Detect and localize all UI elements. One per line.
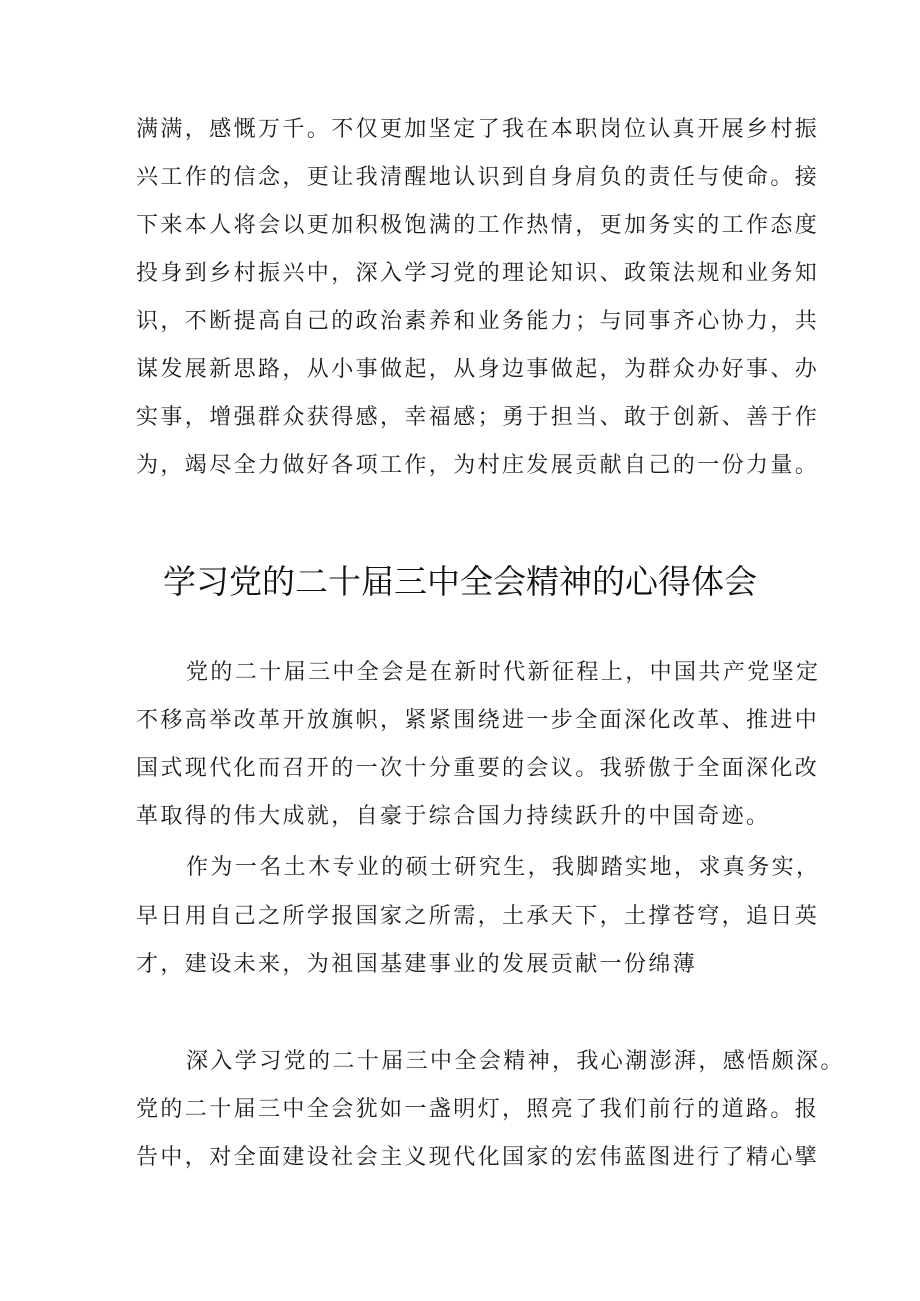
text-line: 党的二十届三中全会犹如一盏明灯，照亮了我们前行的道路。报	[136, 1097, 820, 1122]
text-line: 实事，增强群众获得感，幸福感；勇于担当、敢于创新、善于作	[136, 405, 820, 430]
text-line: 兴工作的信念，更让我清醒地认识到自身肩负的责任与使命。接	[136, 165, 820, 190]
text-line: 作为一名土木专业的硕士研究生，我脚踏实地，求真务实，	[186, 855, 821, 880]
text-line: 识，不断提高自己的政治素养和业务能力；与同事齐心协力，共	[136, 309, 820, 334]
text-line: 早日用自己之所学报国家之所需，土承天下，土撑苍穹，追日英	[136, 904, 820, 929]
text-line: 深入学习党的二十届三中全会精神，我心潮澎湃，感悟颇深。	[186, 1049, 845, 1074]
text-line: 国式现代化而召开的一次十分重要的会议。我骄傲于全面深化改	[136, 756, 820, 781]
text-line: 谋发展新思路，从小事做起，从身边事做起，为群众办好事、办	[136, 357, 820, 382]
text-line: 革取得的伟大成就，自豪于综合国力持续跃升的中国奇迹。	[136, 804, 771, 829]
section-heading: 学习党的二十届三中全会精神的心得体会	[163, 562, 757, 601]
text-line: 党的二十届三中全会是在新时代新征程上，中国共产党坚定	[186, 660, 821, 685]
text-line: 才，建设未来，为祖国基建事业的发展贡献一份绵薄	[136, 952, 698, 977]
text-line: 满满，感慨万千。不仅更加坚定了我在本职岗位认真开展乡村振	[136, 117, 820, 142]
text-line: 不移高举改革开放旗帜，紧紧围绕进一步全面深化改革、推进中	[136, 708, 820, 733]
text-line: 下来本人将会以更加积极饱满的工作热情，更加务实的工作态度	[136, 213, 820, 238]
text-line: 投身到乡村振兴中，深入学习党的理论知识、政策法规和业务知	[136, 261, 820, 286]
text-line: 为，竭尽全力做好各项工作，为村庄发展贡献自己的一份力量。	[136, 453, 820, 478]
text-line: 告中，对全面建设社会主义现代化国家的宏伟蓝图进行了精心擘	[136, 1145, 820, 1170]
